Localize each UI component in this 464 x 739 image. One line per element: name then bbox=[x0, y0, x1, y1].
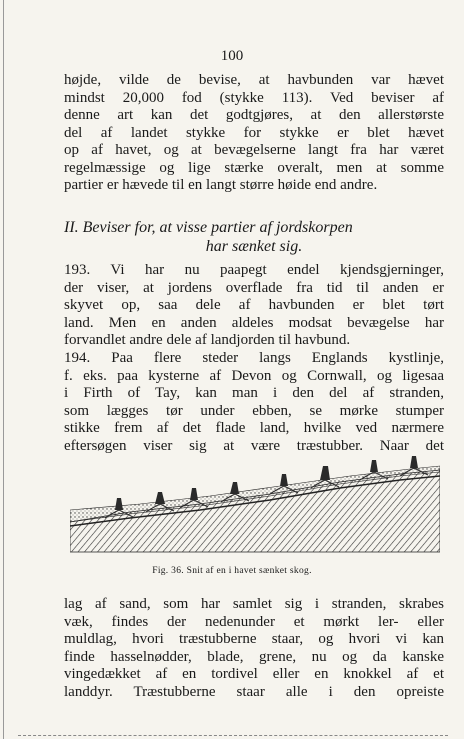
text-line: 193. Vi har nu paapegt endel kjendsgjerninger, bbox=[64, 262, 444, 278]
text-line: i Firth of Tay, kan man i den del af stranden, bbox=[64, 385, 444, 401]
text-line: f. eks. paa kysterne af Devon og Cornwall, og ligesaa bbox=[64, 367, 444, 384]
figure-submerged-forest-illustration bbox=[70, 452, 440, 560]
text-line: del af landet stykke for stykke er blet hævet bbox=[64, 124, 444, 141]
text-line: skyvet op, saa dele af havbunden er blet tørt bbox=[64, 297, 444, 313]
text-line: forvandlet andre dele af landjorden til havbund. bbox=[64, 332, 351, 348]
text-line: eftersøgen viser sig at være træstubber. Naar det bbox=[64, 437, 444, 454]
text-line: denne art kan det godtgjøres, at den allerstørste bbox=[64, 107, 444, 123]
text-line: finde hasselnødder, blade, grene, nu og da kanske bbox=[64, 648, 444, 665]
paragraph-continuation bbox=[64, 72, 444, 195]
text-line: væk, findes der nedenunder et mørkt ler- eller bbox=[64, 613, 444, 630]
text-line: mindst 20,000 fod (stykke 113). Ved beviser af bbox=[64, 89, 444, 106]
text-line: stikke frem af det flade land, hvilke ved nærmere bbox=[64, 420, 444, 436]
section-heading-line-1: II. Beviser for, at visse partier af jordskorpen bbox=[64, 219, 353, 236]
page-edge-line bbox=[3, 0, 4, 739]
text-line: højde, vilde de bevise, at havbunden var hævet bbox=[64, 72, 444, 88]
section-heading bbox=[64, 218, 444, 256]
paragraph-193 bbox=[64, 262, 444, 350]
text-line: vingedækket af en tordivel eller en knokkel af et bbox=[64, 666, 444, 682]
text-line: der viser, at jordens overflade fra tid til anden er bbox=[64, 279, 444, 296]
text-line: lag af sand, som har samlet sig i stranden, skrabes bbox=[64, 596, 444, 612]
text-line: op af havet, og at bevægelserne langt fra har været bbox=[64, 142, 444, 158]
paragraph-194 bbox=[64, 350, 444, 455]
text-line: partier er hævede til en langt større høide end andre. bbox=[64, 177, 378, 193]
text-line: muldlag, hvori træstubberne staar, og hvori vi kan bbox=[64, 631, 444, 647]
section-heading-line-2: har sænket sig. bbox=[205, 238, 303, 255]
page-bottom-rule bbox=[18, 735, 448, 736]
paragraph-continued bbox=[64, 596, 444, 701]
figure-caption: Fig. 36. Snit af en i havet sænket skog. bbox=[152, 566, 312, 576]
text-line: land. Men en anden aldeles modsat bevægelse har bbox=[64, 314, 444, 331]
page-number: 100 bbox=[220, 48, 244, 64]
text-line: som lægges tør under ebben, se mørke stumper bbox=[64, 402, 444, 419]
text-line: regelmæssige og lige stærke overalt, men at somme bbox=[64, 159, 444, 176]
text-line: landdyr. Træstubberne staar alle i den opreiste bbox=[64, 683, 444, 700]
text-line: 194. Paa flere steder langs Englands kystlinje, bbox=[64, 350, 444, 366]
